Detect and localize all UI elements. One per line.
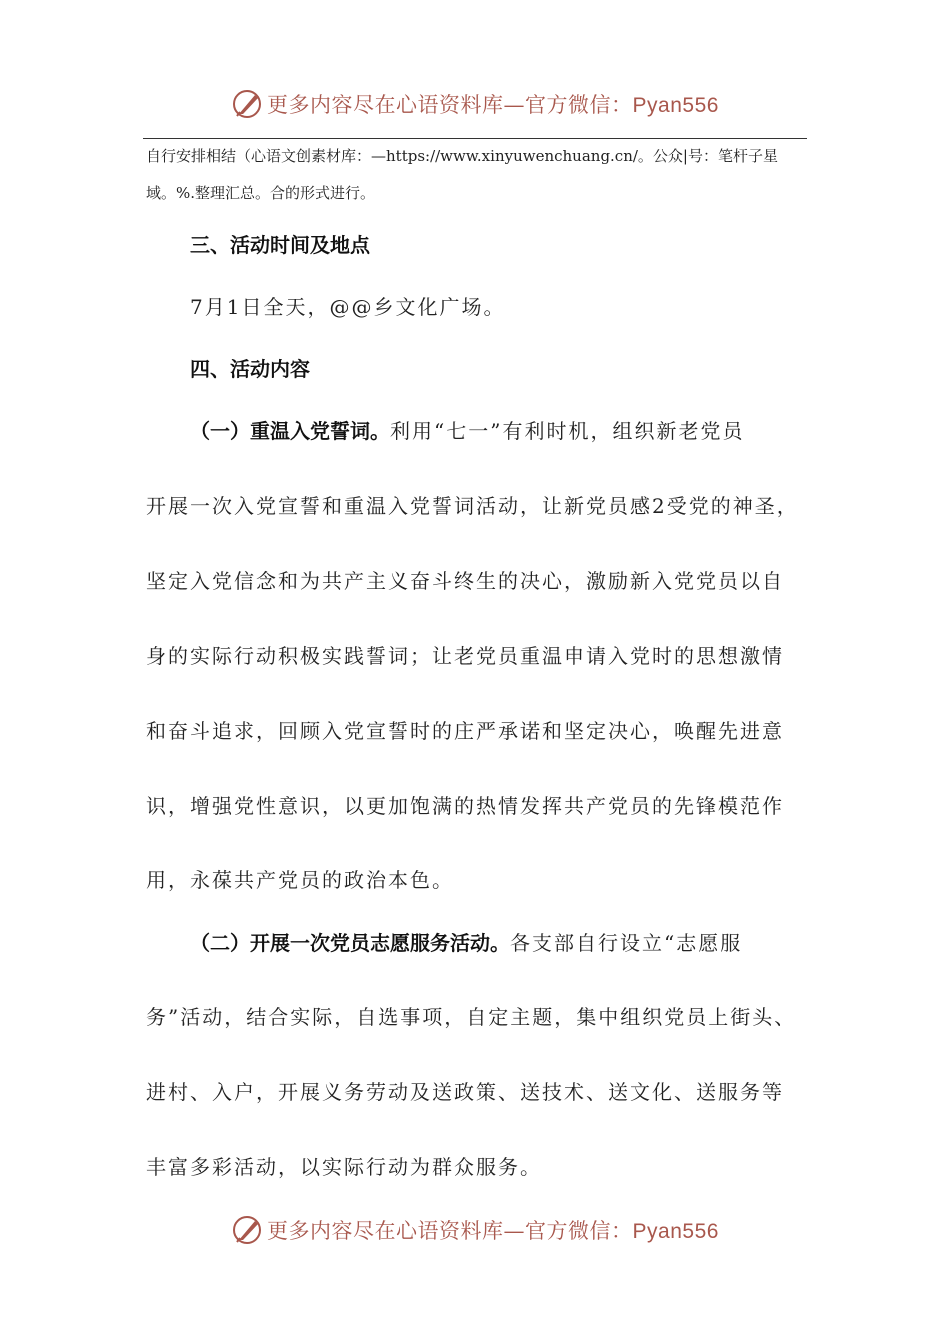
item-1-line: 和奋斗追求，回顾入党宣誓时的庄严承诺和坚定决心，唤醒先进意: [146, 719, 784, 743]
footer-banner: [0, 1210, 950, 1250]
item-1-first-line-rest: 利用“七一”有利时机，组织新老党员: [390, 419, 745, 443]
section-3-text: 7月1日全天，@@乡文化广场。: [190, 295, 506, 319]
item-1-line: 坚定入党信念和为共产主义奋斗终生的决心，激励新入党党员以自: [146, 569, 784, 593]
item-2-first-line-rest: 各支部自行设立“志愿服: [510, 931, 743, 955]
item-2-line: 进村、入户，开展义务劳动及送政策、送技术、送文化、送服务等: [146, 1080, 784, 1104]
quill-logo-icon: [231, 88, 263, 120]
continuation-line-1: 自行安排相结（心语文创素材库：—https://www.xinyuwenchuang.cn/。公众|号：笔杆子星: [146, 147, 778, 165]
section-3-heading: 三、活动时间及地点: [190, 233, 370, 257]
item-2-first-line: [190, 930, 742, 956]
item-2-title: （二）开展一次党员志愿服务活动。: [190, 931, 510, 955]
footer-banner-text: 更多内容尽在心语资料库—官方微信：Pyan556: [267, 1219, 719, 1243]
footer-banner-content: [231, 1214, 719, 1246]
item-1-line: 开展一次入党宣誓和重温入党誓词活动，让新党员感2受党的神圣，: [146, 494, 799, 518]
item-1-line: 识，增强党性意识，以更加饱满的热情发挥共产党员的先锋模范作: [146, 794, 784, 818]
item-2-line: 务”活动，结合实际，自选事项，自定主题，集中组织党员上街头、: [146, 1005, 797, 1029]
item-1-title: （一）重温入党誓词。: [190, 419, 390, 443]
item-1-first-line: [190, 418, 744, 444]
quill-logo-icon: [231, 1214, 263, 1246]
header-banner: [0, 84, 950, 124]
item-1-line: 用，永葆共产党员的政治本色。: [146, 868, 454, 892]
header-banner-text: 更多内容尽在心语资料库—官方微信：Pyan556: [267, 93, 719, 117]
item-2-line: 丰富多彩活动，以实际行动为群众服务。: [146, 1155, 542, 1179]
item-1-line: 身的实际行动积极实践誓词；让老党员重温申请入党时的思想激情: [146, 644, 784, 668]
section-4-heading: 四、活动内容: [190, 357, 310, 381]
header-divider: [143, 138, 807, 139]
continuation-line-2: 域。%.整理汇总。合的形式进行。: [146, 184, 376, 202]
header-banner-content: [231, 88, 719, 120]
